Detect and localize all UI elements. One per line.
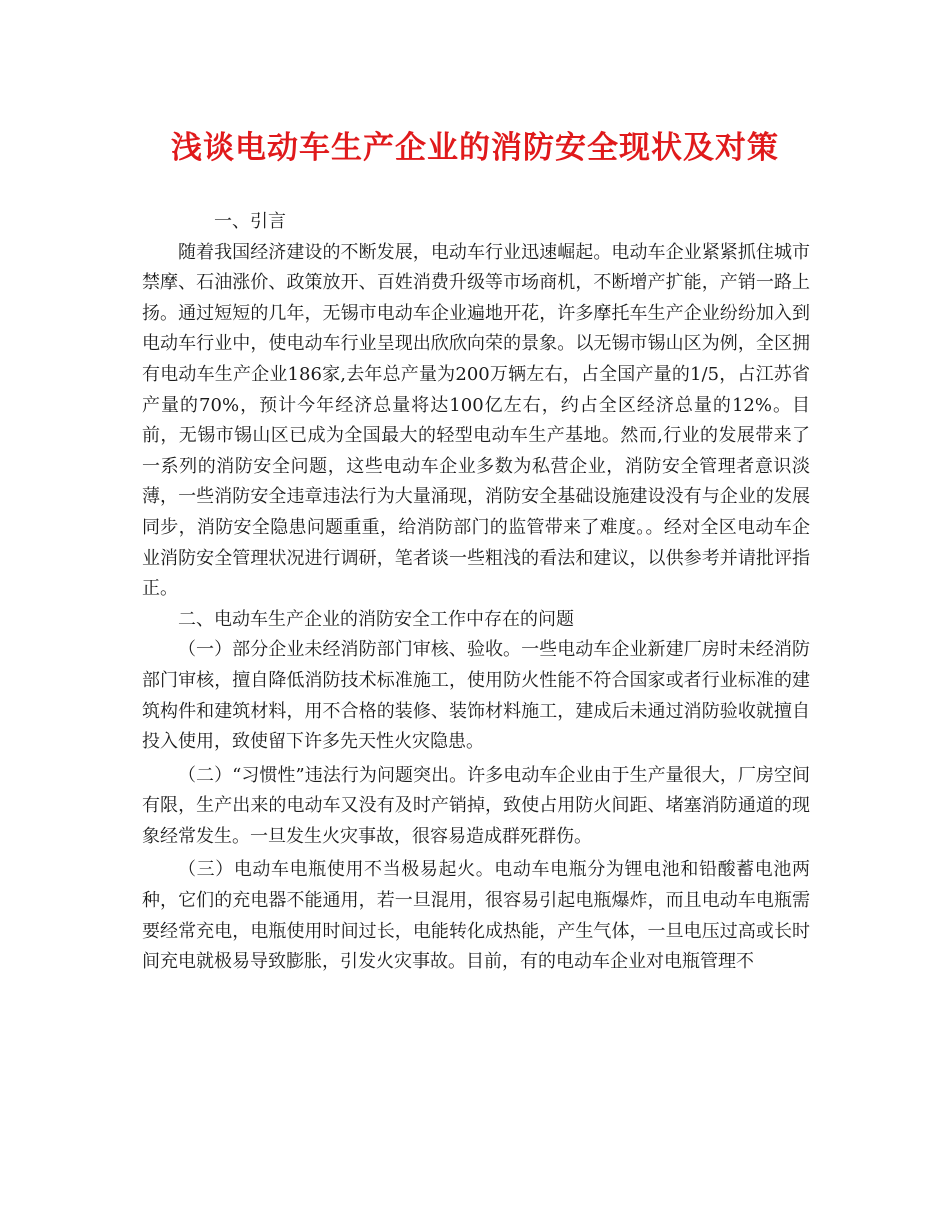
paragraph-problem-1: （一）部分企业未经消防部门审核、验收。一些电动车企业新建厂房时未经消防部门审核，擅自降低消防技术标准施工，使用防火性能不符合国家或者行业标准的建筑构件和建筑材料，用不合格的装修、装饰材料施工，建成后未通过消防验收就擅自投入使用，致使留下许多先天性火灾隐患。	[142, 639, 810, 753]
paragraph-problem-3: （三）电动车电瓶使用不当极易起火。电动车电瓶分为锂电池和铅酸蓄电池两种，它们的充电器不能通用，若一旦混用，很容易引起电瓶爆炸，而且电动车电瓶需要经常充电，电瓶使用时间过长，电能转化成热能，产生气体，一旦电压过高或长时间充电就极易导致膨胀，引发火灾事故。目前，有的电动车企业对电瓶管理不	[142, 859, 810, 973]
section-heading-introduction: 一、引言	[214, 211, 286, 232]
document-body	[142, 207, 810, 978]
paragraph-problem-2: （二）“习惯性”违法行为问题突出。许多电动车企业由于生产量很大，厂房空间有限，生产出来的电动车又没有及时产销掉，致使占用防火间距、堵塞消防通道的现象经常发生。一旦发生火灾事故，很容易造成群死群伤。	[142, 764, 810, 847]
section-heading-problems: 二、电动车生产企业的消防安全工作中存在的问题	[178, 608, 574, 630]
paragraph-introduction: 随着我国经济建设的不断发展，电动车行业迅速崛起。电动车企业紧紧抓住城市禁摩、石油涨价、政策放开、百姓消费升级等市场商机，不断增产扩能，产销一路上扬。通过短短的几年，无锡市电动车企业遍地开花，许多摩托车生产企业纷纷加入到电动车行业中，使电动车行业呈现出欣欣向荣的景象。以无锡市锡山区为例，全区拥有电动车生产企业186家,去年总产量为200万辆左右，占全国产量的1/5，占江苏省产量的70%，预计今年经济总量将达100亿左右，约占全区经济总量的12%。目前，无锡市锡山区已成为全国最大的轻型电动车生产基地。然而,行业的发展带来了一系列的消防安全问题，这些电动车企业多数为私营企业，消防安全管理者意识淡薄，一些消防安全违章违法行为大量涌现，消防安全基础设施建设没有与企业的发展同步，消防安全隐患问题重重，给消防部门的监管带来了难度。。经对全区电动车企业消防安全管理状况进行调研，笔者谈一些粗浅的看法和建议，以供参考并请批评指正。	[142, 241, 810, 600]
document-title: 浅谈电动车生产企业的消防安全现状及对策	[171, 130, 779, 166]
